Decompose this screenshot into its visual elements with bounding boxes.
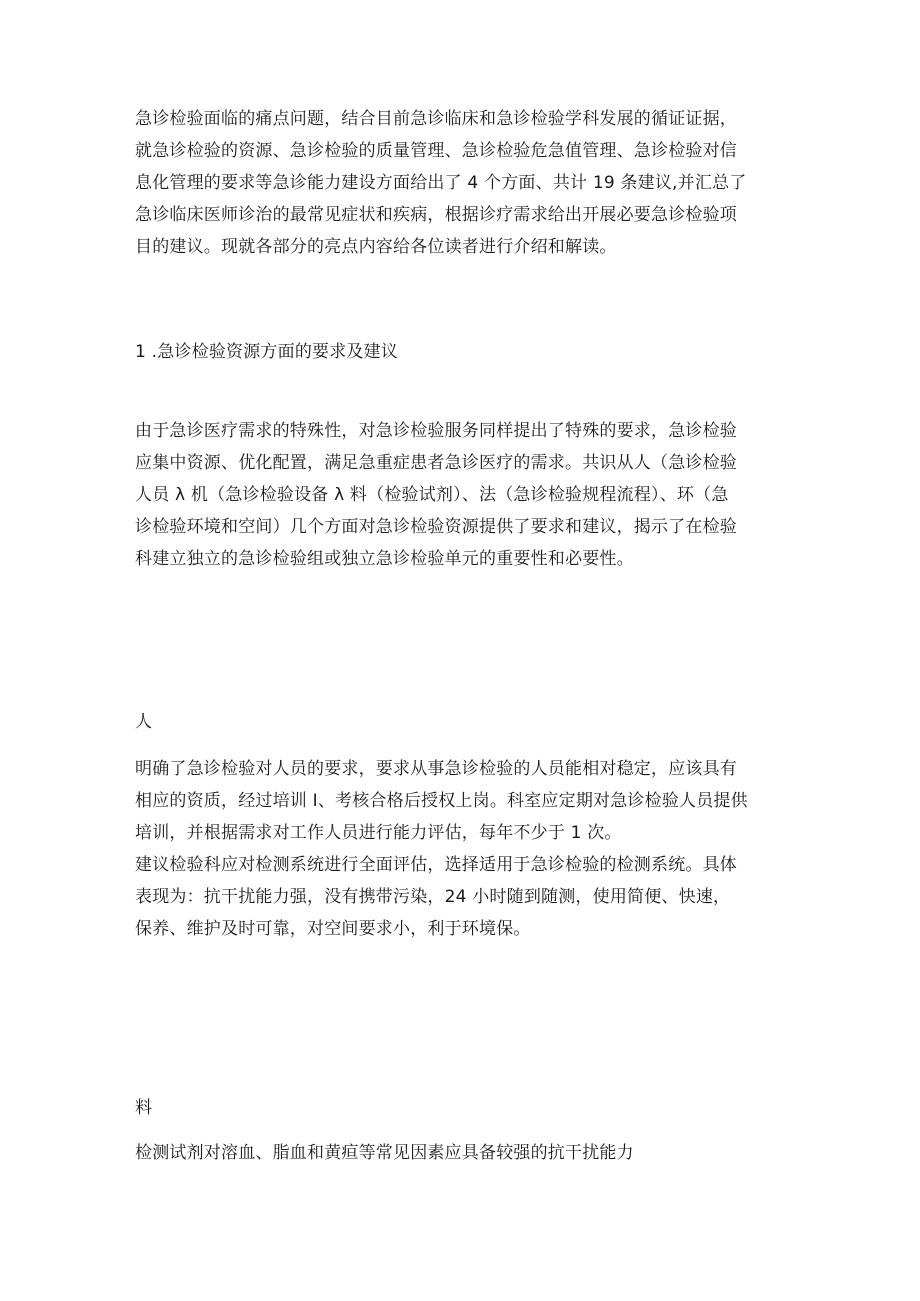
intro-line-5: 目的建议。现就各部分的亮点内容给各位读者进行介绍和解读。 xyxy=(135,237,617,257)
section-1-heading: 1 .急诊检验资源方面的要求及建议 xyxy=(135,342,399,362)
person-paragraph xyxy=(135,753,795,945)
section-1-line-3: 人员 λ 机（急诊检验设备 λ 料（检验试剂）、法（急诊检验规程流程）、环（急 xyxy=(135,485,729,505)
material-heading: 料 xyxy=(135,1098,153,1118)
person-line-4: 建议检验科应对检测系统进行全面评估，选择适用于急诊检验的检测系统。具体 xyxy=(135,855,737,875)
section-1-line-4: 诊检验环境和空间）几个方面对急诊检验资源提供了要求和建议，揭示了在检验 xyxy=(135,517,737,537)
section-1-paragraph xyxy=(135,415,795,575)
intro-paragraph xyxy=(135,103,795,263)
intro-line-4: 急诊临床医师诊治的最常见症状和疾病，根据诊疗需求给出开展必要急诊检验项 xyxy=(135,205,737,225)
intro-line-3: 息化管理的要求等急诊能力建设方面给出了 4 个方面、共计 19 条建议,并汇总了 xyxy=(135,173,747,193)
person-line-1: 明确了急诊检验对人员的要求，要求从事急诊检验的人员能相对稳定，应该具有 xyxy=(135,759,737,779)
section-1-line-2: 应集中资源、优化配置，满足急重症患者急诊医疗的需求。共识从人（急诊检验 xyxy=(135,453,737,473)
person-line-3: 培训，并根据需求对工作人员进行能力评估，每年不少于 1 次。 xyxy=(135,823,622,843)
material-line: 检测试剂对溶血、脂血和黄疸等常见因素应具备较强的抗干扰能力 xyxy=(135,1143,634,1163)
person-line-5: 表现为：抗干扰能力强，没有携带污染，24 小时随到随测，使用简便、快速， xyxy=(135,887,731,907)
section-1-line-1: 由于急诊医疗需求的特殊性，对急诊检验服务同样提出了特殊的要求，急诊检验 xyxy=(135,421,737,441)
intro-line-1: 急诊检验面临的痛点问题，结合目前急诊临床和急诊检验学科发展的循证证据， xyxy=(135,109,737,129)
section-1-line-5: 科建立独立的急诊检验组或独立急诊检验单元的重要性和必要性。 xyxy=(135,549,634,569)
person-line-2: 相应的资质，经过培训 I、考核合格后授权上岗。科室应定期对急诊检验人员提供 xyxy=(135,791,748,811)
person-line-6: 保养、维护及时可靠，对空间要求小，利于环境保。 xyxy=(135,919,531,939)
intro-line-2: 就急诊检验的资源、急诊检验的质量管理、急诊检验危急值管理、急诊检验对信 xyxy=(135,141,737,161)
person-heading: 人 xyxy=(135,712,153,732)
